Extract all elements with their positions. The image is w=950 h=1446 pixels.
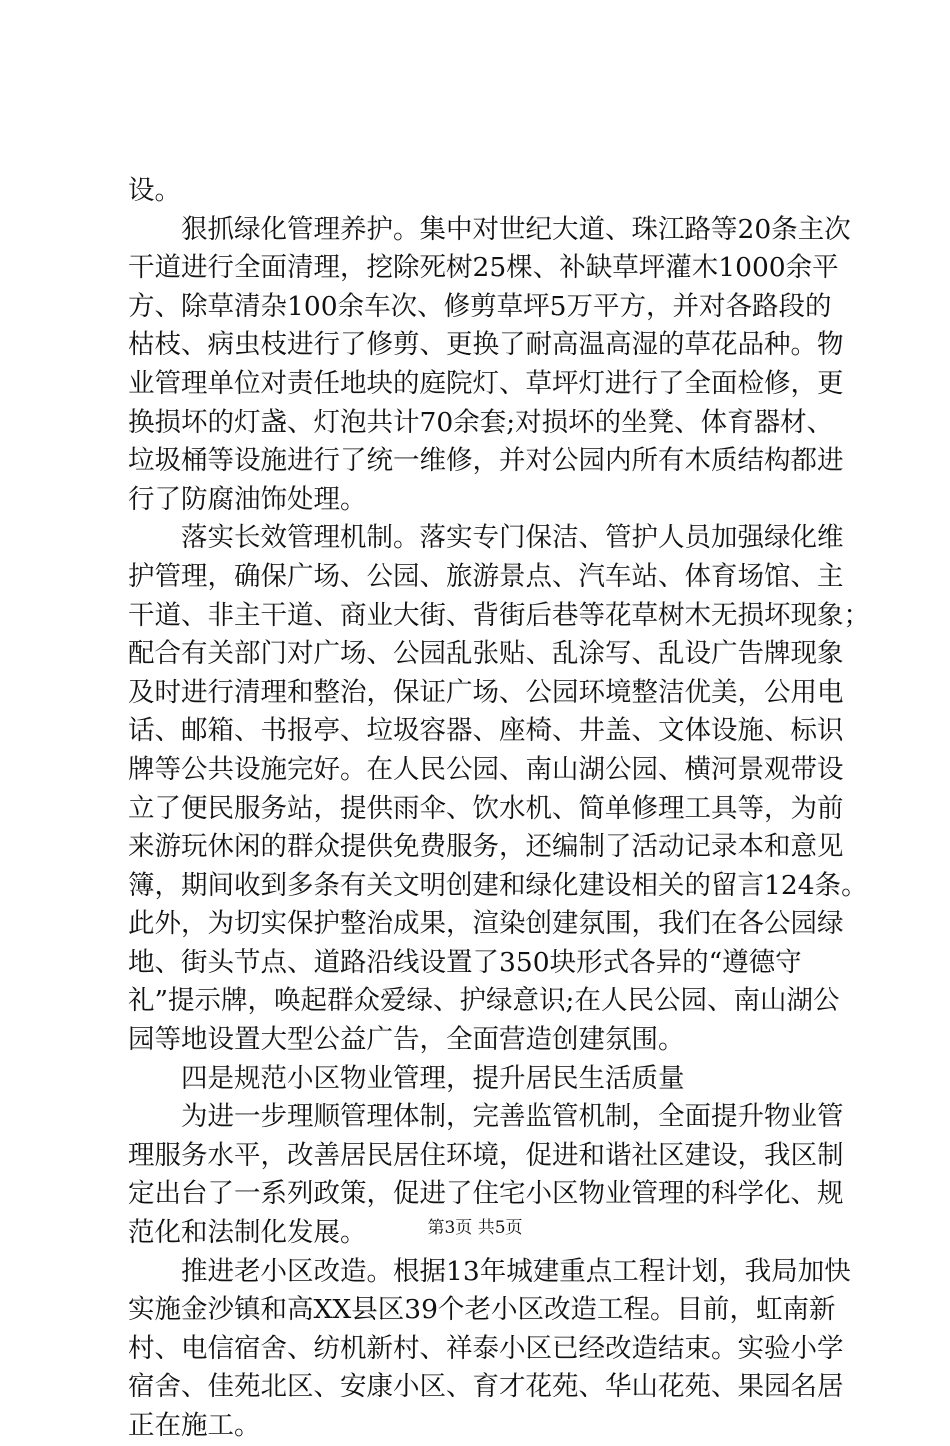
text-line: 方、除草清杂100余车次、修剪草坪5万平方，并对各路段的 <box>128 290 832 322</box>
page-footer: 第3页 共5页 <box>427 1218 523 1238</box>
text-line: 狠抓绿化管理养护。集中对世纪大道、珠江路等20条主次 <box>181 213 851 245</box>
text-line: 立了便民服务站，提供雨伞、饮水机、简单修理工具等，为前 <box>128 792 844 824</box>
text-line: 此外，为切实保护整治成果，渲染创建氛围，我们在各公园绿 <box>128 908 844 940</box>
text-line: 理服务水平，改善居民居住环境，促进和谐社区建设，我区制 <box>128 1139 844 1171</box>
text-line: 设。 <box>128 175 181 206</box>
document-body <box>128 172 870 1446</box>
text-line: 宿舍、佳苑北区、安康小区、育才花苑、华山花苑、果园名居 <box>128 1371 844 1403</box>
text-line: 正在施工。 <box>128 1410 261 1441</box>
text-line: 行了防腐油饰处理。 <box>128 483 367 515</box>
text-line: 换损坏的灯盏、灯泡共计70余套;对损坏的坐凳、体育器材、 <box>128 406 834 438</box>
text-line: 护管理，确保广场、公园、旅游景点、汽车站、体育场馆、主 <box>128 560 844 592</box>
text-line: 四是规范小区物业管理，提升居民生活质量 <box>181 1062 685 1094</box>
text-line: 村、电信宿舍、纺机新村、祥泰小区已经改造结束。实验小学 <box>128 1332 844 1364</box>
text-line: 地、街头节点、道路沿线设置了350块形式各异的“遵德守 <box>128 946 802 978</box>
text-line: 来游玩休闲的群众提供免费服务，还编制了活动记录本和意见 <box>128 831 844 863</box>
text-line: 配合有关部门对广场、公园乱张贴、乱涂写、乱设广告牌现象 <box>128 638 844 670</box>
text-line: 牌等公共设施完好。在人民公园、南山湖公园、横河景观带设 <box>128 753 844 785</box>
text-line: 园等地设置大型公益广告，全面营造创建氛围。 <box>128 1024 685 1056</box>
text-line: 业管理单位对责任地块的庭院灯、草坪灯进行了全面检修，更 <box>128 367 844 399</box>
text-line: 及时进行清理和整治，保证广场、公园环境整洁优美，公用电 <box>128 676 844 708</box>
text-line: 定出台了一系列政策，促进了住宅小区物业管理的科学化、规 <box>128 1178 844 1210</box>
text-line: 枯枝、病虫枝进行了修剪、更换了耐高温高湿的草花品种。物 <box>128 329 844 361</box>
text-line: 垃圾桶等设施进行了统一维修，并对公园内所有木质结构都进 <box>128 445 844 477</box>
text-line: 为进一步理顺管理体制，完善监管机制，全面提升物业管 <box>181 1101 844 1133</box>
text-line: 推进老小区改造。根据13年城建重点工程计划，我局加快 <box>181 1255 851 1287</box>
text-line: 礼”提示牌，唤起群众爱绿、护绿意识;在人民公园、南山湖公 <box>128 985 840 1017</box>
text-line: 落实长效管理机制。落实专门保洁、管护人员加强绿化维 <box>181 522 844 554</box>
text-line: 话、邮箱、书报亭、垃圾容器、座椅、井盖、文体设施、标识 <box>128 715 844 747</box>
text-line: 干道、非主干道、商业大街、背街后巷等花草树木无损坏现象； <box>128 599 870 631</box>
text-line: 簿，期间收到多条有关文明创建和绿化建设相关的留言124条。 <box>128 869 868 901</box>
text-line: 干道进行全面清理，挖除死树25棵、补缺草坪灌木1000余平 <box>128 252 839 284</box>
text-line: 实施金沙镇和高XX县区39个老小区改造工程。目前，虹南新 <box>128 1294 836 1326</box>
text-line: 范化和法制化发展。 <box>128 1217 367 1249</box>
